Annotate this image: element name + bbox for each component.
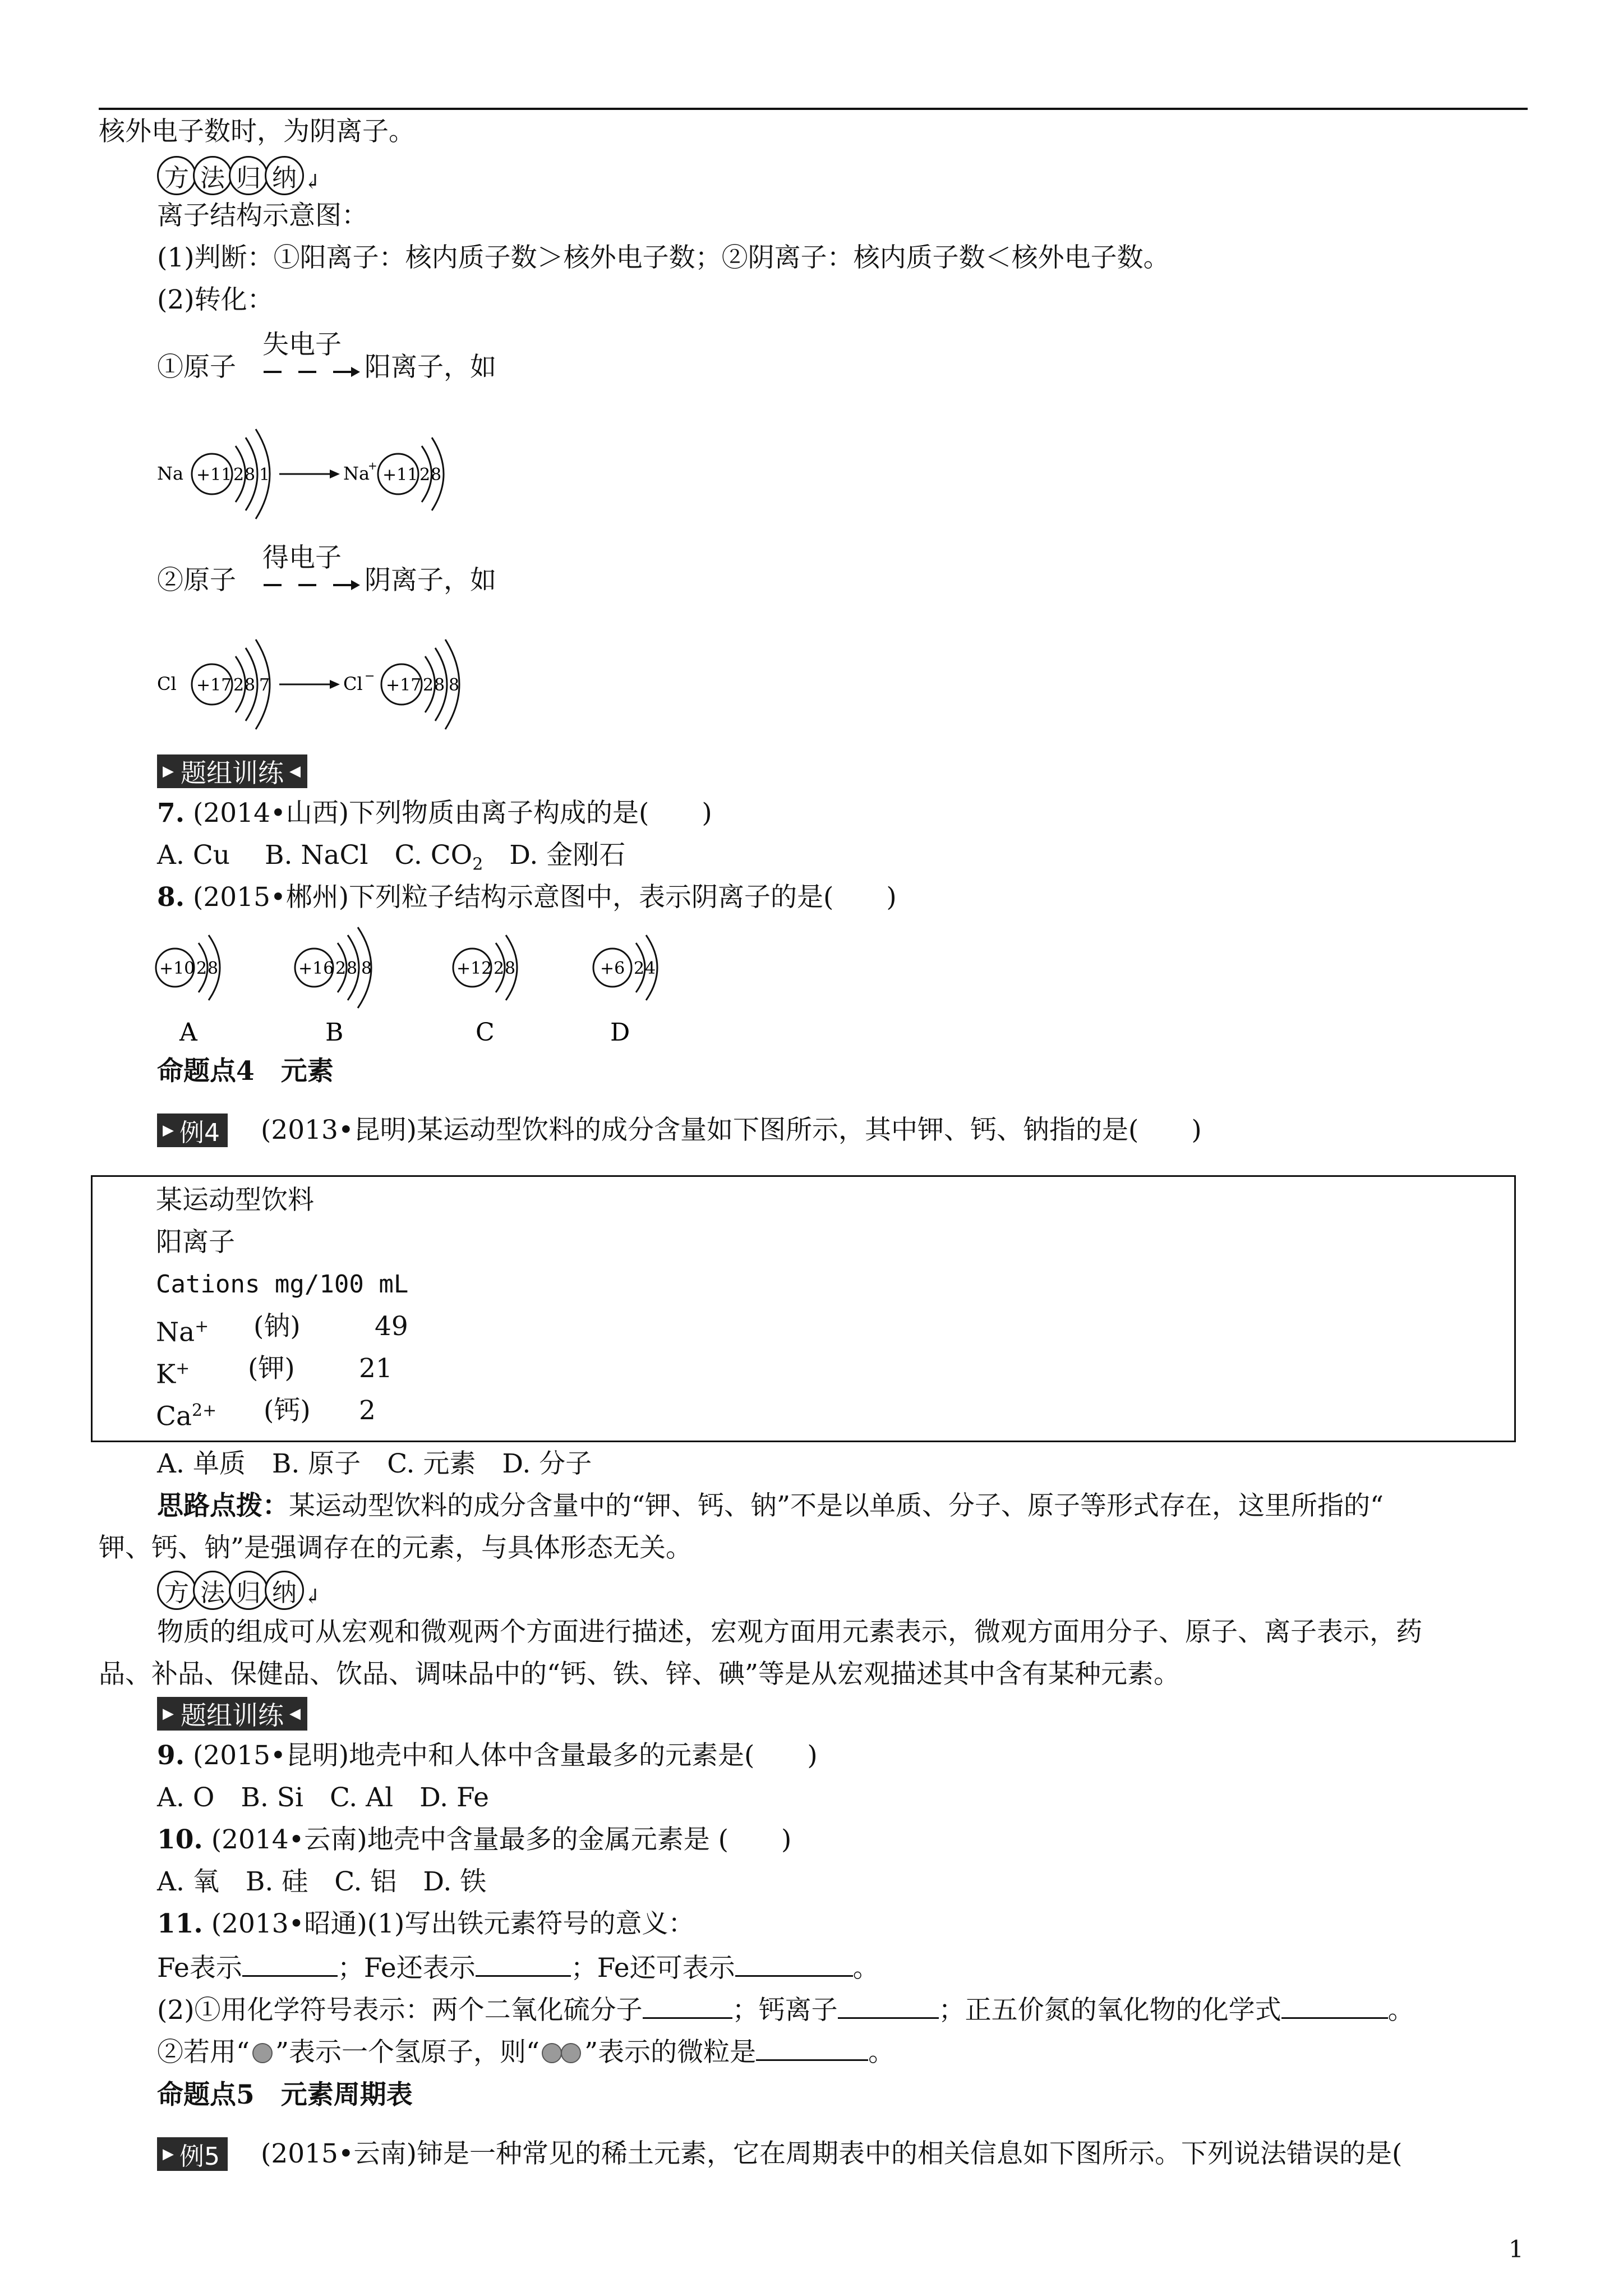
hint-label: 思路点拨： xyxy=(157,1490,289,1521)
structure-c-label: C xyxy=(476,1018,495,1047)
answer-blank[interactable] xyxy=(1281,1991,1388,2019)
na-ion-charge: + xyxy=(368,459,377,472)
structure-c-shell: 8 xyxy=(505,959,516,978)
method-char: 归 xyxy=(229,1571,268,1610)
cl-shell: 7 xyxy=(259,675,270,695)
example-4-label: 例4 xyxy=(179,1119,220,1147)
answer-blank[interactable] xyxy=(242,1949,338,1977)
ion-value: 49 xyxy=(375,1311,408,1342)
cation-suffix: 阳离子，如 xyxy=(365,352,496,383)
ion-name: (钠) xyxy=(253,1311,301,1342)
method-char: 纳 xyxy=(265,1571,304,1610)
q9-options: A. O B. Si C. Al D. Fe xyxy=(157,1782,489,1813)
ion-symbol: K xyxy=(156,1359,176,1390)
na-structure-diagram xyxy=(151,424,465,524)
q11-c-text: ”表示的微粒是 xyxy=(584,2037,757,2068)
method-char: 方 xyxy=(157,156,196,195)
ion-charge: + xyxy=(195,1317,209,1336)
hint-line-1 xyxy=(157,1489,1384,1523)
q10-number: 10. xyxy=(157,1824,203,1855)
example-4-badge xyxy=(157,1114,228,1147)
structure-b-shell: 8 xyxy=(347,959,358,978)
answer-blank[interactable] xyxy=(476,1949,571,1977)
anion-prefix: ②原子 xyxy=(157,565,236,596)
structure-a-label: A xyxy=(179,1018,197,1047)
structure-b-nucleus: +16 xyxy=(298,959,334,978)
cl-symbol: Cl xyxy=(157,673,177,694)
example-4-options: A. 单质 B. 原子 C. 元素 D. 分子 xyxy=(157,1448,592,1479)
na-ion-nucleus: +11 xyxy=(382,465,418,485)
structure-c-shell: 2 xyxy=(494,959,505,978)
play-right-icon: ▶ xyxy=(163,763,174,780)
q11-a-text: ；Fe还表示 xyxy=(337,1953,476,1984)
method-summary-label xyxy=(157,156,321,195)
structure-c xyxy=(453,935,517,1047)
ion-symbol: Na xyxy=(156,1317,195,1348)
answer-blank[interactable] xyxy=(838,1991,939,2019)
q10 xyxy=(157,1823,791,1857)
play-right-icon: ▶ xyxy=(163,2146,174,2162)
judge-text: (1)判断：①阳离子：核内质子数＞核外电子数；②阴离子：核内质子数＜核外电子数。 xyxy=(157,242,1170,273)
answer-blank[interactable] xyxy=(756,2033,868,2061)
example-4-text: (2013•昆明)某运动型饮料的成分含量如下图所示，其中钾、钙、钠指的是( ) xyxy=(261,1115,1202,1145)
cl-ion-nucleus: +17 xyxy=(386,675,422,695)
na-ion-shell: 2 xyxy=(419,465,431,485)
q10-options: A. 氧 B. 硅 C. 铝 D. 铁 xyxy=(157,1866,487,1897)
cl-ion-shell: 2 xyxy=(423,675,434,695)
method-text-2: 品、补品、保健品、饮品、调味品中的“钙、铁、锌、碘”等是从宏观描述其中含有某种元素。 xyxy=(99,1659,1181,1690)
ion-name: (钙) xyxy=(264,1395,311,1426)
na-shell: 2 xyxy=(233,465,245,485)
structure-d-shell: 2 xyxy=(634,959,645,978)
drink-units: Cations mg/100 mL xyxy=(156,1270,409,1299)
q9 xyxy=(157,1739,818,1773)
q11-b-text: 。 xyxy=(1387,1995,1414,2026)
na-nucleus: +11 xyxy=(196,465,232,485)
q11-a-text: 。 xyxy=(852,1953,879,1984)
top-rule xyxy=(99,108,1528,110)
drink-row-ca xyxy=(156,1394,216,1434)
structure-a-nucleus: +10 xyxy=(159,959,195,978)
cl-structure-diagram xyxy=(151,634,488,735)
ion-value: 21 xyxy=(359,1353,393,1384)
play-left-icon: ◀ xyxy=(289,1705,301,1722)
q9-text: (2015•昆明)地壳中和人体中含量最多的元素是( ) xyxy=(193,1740,818,1771)
na-shell: 1 xyxy=(259,465,270,485)
q7-subscript: 2 xyxy=(472,854,483,875)
q11-a-text: ；Fe还可表示 xyxy=(570,1953,735,1984)
cl-shell: 2 xyxy=(233,675,245,695)
structure-a-shell: 8 xyxy=(208,959,219,978)
q7-options xyxy=(157,839,625,881)
q11-b-text: ；正五价氮的氧化物的化学式 xyxy=(938,1995,1281,2026)
q7-text: (2014•山西)下列物质由离子构成的是( ) xyxy=(193,798,712,829)
play-right-icon: ▶ xyxy=(163,1122,174,1139)
q10-text: (2014•云南)地壳中含量最多的金属元素是 ( ) xyxy=(211,1824,792,1855)
lose-electron-label: 失电子 xyxy=(262,329,342,360)
drink-subtitle: 阳离子 xyxy=(156,1227,235,1258)
q7-options-text: A. Cu B. NaCl C. CO xyxy=(157,840,473,871)
method-char: 法 xyxy=(193,156,232,195)
training-label: 题组训练 xyxy=(181,1700,284,1731)
play-right-icon: ▶ xyxy=(163,1705,174,1722)
drink-title: 某运动型饮料 xyxy=(156,1185,314,1216)
ion-charge: + xyxy=(176,1359,190,1378)
q8 xyxy=(157,881,897,914)
method-char: 方 xyxy=(157,1571,196,1610)
structure-b-label: B xyxy=(325,1018,344,1047)
training-banner xyxy=(157,1697,307,1731)
q7-options-tail: D. 金刚石 xyxy=(483,840,626,871)
method-summary-label xyxy=(157,1571,321,1610)
ion-symbol: Ca xyxy=(156,1401,192,1432)
q11-number: 11. xyxy=(157,1908,203,1939)
q11-text: (2013•昭通)(1)写出铁元素符号的意义： xyxy=(211,1908,695,1939)
transform-text: (2)转化： xyxy=(157,284,274,315)
hint-text-1: 某运动型饮料的成分含量中的“钾、钙、钠”不是以单质、分子、原子等形式存在，这里所指的“ xyxy=(289,1490,1384,1521)
drink-row-k xyxy=(156,1352,190,1392)
method-text-1: 物质的组成可从宏观和微观两个方面进行描述，宏观方面用元素表示，微观方面用分子、原子、离子表示，药 xyxy=(157,1617,1422,1648)
q11-a-text: Fe表示 xyxy=(157,1953,242,1984)
hydrogen-molecule-icon xyxy=(540,2042,584,2064)
structure-b-shell: 8 xyxy=(361,959,372,978)
cl-ion-shell: 8 xyxy=(434,675,445,695)
hint-line-2: 钾、钙、钠”是强调存在的元素，与具体形态无关。 xyxy=(99,1533,693,1563)
q11-line-c xyxy=(157,2033,895,2069)
structure-a-shell: 2 xyxy=(196,959,208,978)
q11-c-text: 。 xyxy=(868,2037,895,2068)
hydrogen-atom-icon xyxy=(250,2042,275,2064)
q8-structures xyxy=(151,923,701,1052)
structure-b xyxy=(295,927,372,1047)
structure-d xyxy=(593,935,657,1047)
drink-row-na xyxy=(156,1310,209,1350)
example-5-text: (2015•云南)铈是一种常见的稀土元素，它在周期表中的相关信息如下图所示。下列说法错误的是( xyxy=(261,2138,1403,2169)
q11-b-text: (2)①用化学符号表示：两个二氧化硫分子 xyxy=(157,1995,643,2026)
training-banner xyxy=(157,754,307,788)
gain-arrow-icon xyxy=(261,577,362,593)
na-ion-symbol: Na xyxy=(343,463,370,484)
na-symbol: Na xyxy=(157,463,184,484)
lose-arrow-icon xyxy=(261,364,362,380)
q8-number: 8. xyxy=(157,882,185,913)
q7-number: 7. xyxy=(157,798,185,829)
method-char: 归 xyxy=(229,156,268,195)
cl-shell: 8 xyxy=(245,675,256,695)
answer-blank[interactable] xyxy=(735,1949,853,1977)
example-5-label: 例5 xyxy=(179,2142,220,2171)
cl-ion-symbol: Cl xyxy=(343,673,363,694)
line-top: 核外电子数时，为阴离子。 xyxy=(99,116,415,147)
q11-line-b xyxy=(157,1991,1414,2027)
cation-prefix: ①原子 xyxy=(157,352,236,383)
structure-b-shell: 2 xyxy=(335,959,347,978)
structure-d-shell: 4 xyxy=(645,959,656,978)
answer-blank[interactable] xyxy=(643,1991,732,2019)
q9-number: 9. xyxy=(157,1740,185,1771)
structure-a xyxy=(156,935,220,1047)
gain-electron-label: 得电子 xyxy=(262,542,342,573)
q11 xyxy=(157,1907,694,1941)
q11-c-text: ②若用“ xyxy=(157,2037,250,2068)
method-arrow-icon: ↲ xyxy=(304,170,321,194)
play-left-icon: ◀ xyxy=(289,763,301,780)
structure-d-nucleus: +6 xyxy=(600,959,625,978)
cl-ion-shell: 8 xyxy=(449,675,460,695)
na-shell: 8 xyxy=(245,465,256,485)
section-5-title: 命题点5 元素周期表 xyxy=(157,2079,413,2110)
ion-value: 2 xyxy=(359,1395,376,1426)
q8-text: (2015•郴州)下列粒子结构示意图中，表示阴离子的是( ) xyxy=(193,882,897,913)
cl-nucleus: +17 xyxy=(196,675,232,695)
q7 xyxy=(157,797,712,830)
ion-name: (钾) xyxy=(248,1353,295,1384)
method-arrow-icon: ↲ xyxy=(304,1585,321,1608)
ion-charge: 2+ xyxy=(191,1401,217,1420)
q11-line-a xyxy=(157,1949,879,1985)
training-label: 题组训练 xyxy=(181,758,284,788)
ion-title: 离子结构示意图： xyxy=(157,200,368,231)
structure-c-nucleus: +12 xyxy=(457,959,492,978)
method-char: 纳 xyxy=(265,156,304,195)
method-char: 法 xyxy=(193,1571,232,1610)
structure-d-label: D xyxy=(610,1018,630,1047)
page-number: 1 xyxy=(1509,2235,1524,2263)
q11-b-text: ；钙离子 xyxy=(732,1995,838,2026)
q11-c-text: ”表示一个氢原子，则“ xyxy=(275,2037,540,2068)
example-5-badge xyxy=(157,2137,228,2171)
cl-ion-charge: − xyxy=(365,669,375,683)
na-ion-shell: 8 xyxy=(431,465,442,485)
section-4-title: 命题点4 元素 xyxy=(157,1056,334,1087)
anion-suffix: 阴离子，如 xyxy=(365,565,496,596)
